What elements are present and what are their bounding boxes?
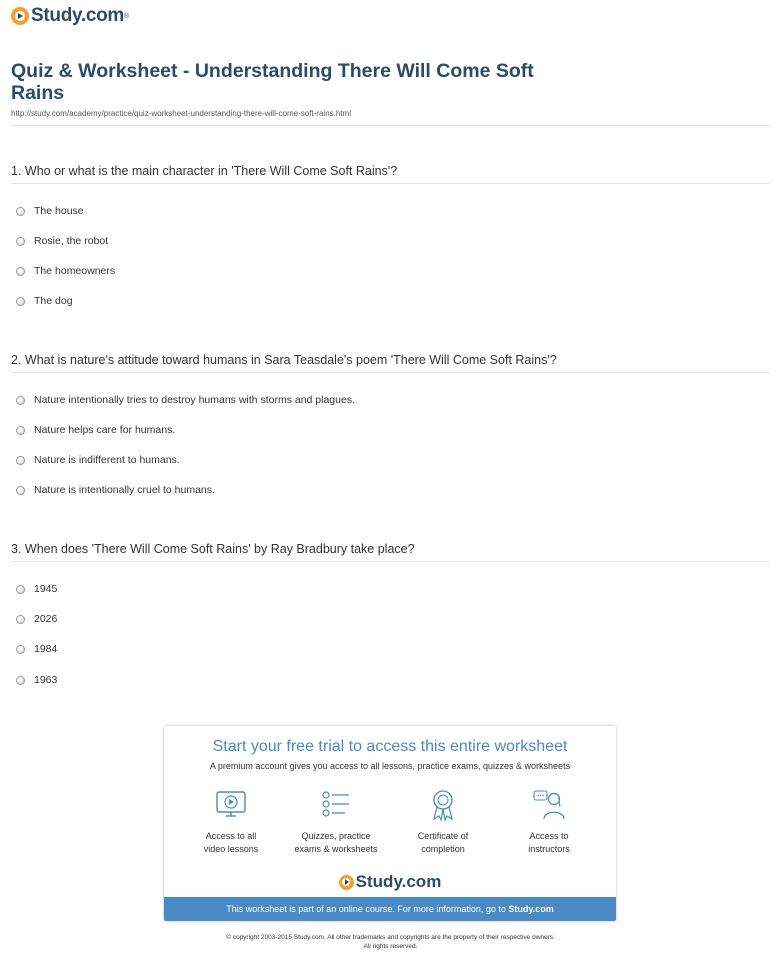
feature-label: Quizzes, practice exams & worksheets	[294, 831, 378, 854]
logo-trademark: ®	[124, 12, 130, 20]
radio-icon[interactable]	[16, 267, 25, 276]
answer-option[interactable]	[16, 454, 180, 466]
answer-option[interactable]	[16, 265, 115, 277]
study-logo[interactable]	[11, 5, 129, 27]
feature-instructors	[494, 788, 604, 856]
radio-icon[interactable]	[16, 645, 25, 654]
radio-icon[interactable]	[16, 426, 25, 435]
instructor-icon	[532, 788, 566, 822]
feature-label: Certificate of completion	[417, 831, 469, 854]
answer-option[interactable]	[16, 674, 57, 686]
certificate-icon	[426, 788, 460, 822]
answer-option[interactable]	[16, 583, 57, 595]
radio-icon[interactable]	[16, 615, 25, 624]
feature-label: Access to all video lessons	[203, 831, 259, 854]
radio-icon[interactable]	[16, 676, 25, 685]
answer-label: The homeowners	[34, 265, 116, 277]
promo-logo-text: Study.com	[355, 872, 442, 891]
answer-label: Nature intentionally tries to destroy humans with storms and plagues.	[34, 394, 355, 406]
play-logo-icon	[339, 875, 354, 890]
course-info-bar	[164, 897, 616, 921]
answer-option[interactable]	[16, 295, 73, 307]
answer-label: 1963	[34, 674, 58, 686]
answer-option[interactable]	[16, 235, 108, 247]
question-3: 3. When does 'There Will Come Soft Rains' by Ray Bradbury take place?	[11, 542, 415, 556]
answer-label: Nature helps care for humans.	[34, 424, 176, 436]
feature-video-lessons	[176, 788, 286, 856]
radio-icon[interactable]	[16, 456, 25, 465]
radio-icon[interactable]	[16, 486, 25, 495]
logo-text: Study.com	[31, 5, 125, 26]
divider	[11, 125, 770, 126]
radio-icon[interactable]	[16, 585, 25, 594]
divider	[11, 183, 770, 184]
radio-icon[interactable]	[16, 396, 25, 405]
promo-study-logo[interactable]	[164, 872, 616, 892]
answer-label: The dog	[34, 295, 73, 307]
promo-headline[interactable]: Start your free trial to access this entire worksheet	[212, 738, 568, 755]
feature-label: Access to instructors	[528, 831, 570, 854]
course-info-text: This worksheet is part of an online course. For more information, go to	[226, 904, 509, 914]
play-logo-icon	[11, 7, 29, 25]
page-url[interactable]: http://study.com/academy/practice/quiz-worksheet-understanding-there-will-come-soft-rains.html	[11, 109, 351, 118]
answer-label: 1984	[34, 643, 58, 655]
radio-icon[interactable]	[16, 297, 25, 306]
radio-icon[interactable]	[16, 207, 25, 216]
promo-subtitle: A premium account gives you access to all lessons, practice exams, quizzes & worksheets	[209, 761, 571, 771]
answer-option[interactable]	[16, 613, 57, 625]
copyright-line: © copyright 2003-2015 Study.com. All other trademarks and copyrights are the property of their respective owners.	[226, 934, 555, 941]
quiz-list-icon	[319, 788, 353, 822]
answer-label: The house	[34, 205, 84, 217]
question-2: 2. What is nature's attitude toward humans in Sara Teasdale's poem 'There Will Come Soft Rains'?	[11, 353, 557, 367]
answer-option[interactable]	[16, 205, 84, 217]
free-trial-promo	[164, 726, 616, 921]
answer-option[interactable]	[16, 394, 355, 406]
answer-label: Nature is indifferent to humans.	[34, 454, 180, 466]
divider	[11, 372, 770, 373]
answer-label: Nature is intentionally cruel to humans.	[34, 484, 215, 496]
answer-option[interactable]	[16, 484, 215, 496]
page-title: Quiz & Worksheet - Understanding There Will Come Soft Rains	[11, 60, 534, 104]
answer-label: Rosie, the robot	[34, 235, 109, 247]
feature-certificate	[388, 788, 498, 856]
answer-label: 1945	[34, 583, 58, 595]
answer-option[interactable]	[16, 424, 175, 436]
divider	[11, 561, 770, 562]
copyright	[0, 933, 781, 951]
radio-icon[interactable]	[16, 237, 25, 246]
answer-option[interactable]	[16, 643, 57, 655]
feature-quizzes	[281, 788, 391, 856]
answer-label: 2026	[34, 613, 58, 625]
question-1: 1. Who or what is the main character in 'There Will Come Soft Rains'?	[11, 164, 398, 178]
copyright-line: All rights reserved.	[363, 943, 418, 950]
video-lesson-icon	[214, 788, 248, 822]
study-link[interactable]: Study.com	[508, 904, 554, 914]
